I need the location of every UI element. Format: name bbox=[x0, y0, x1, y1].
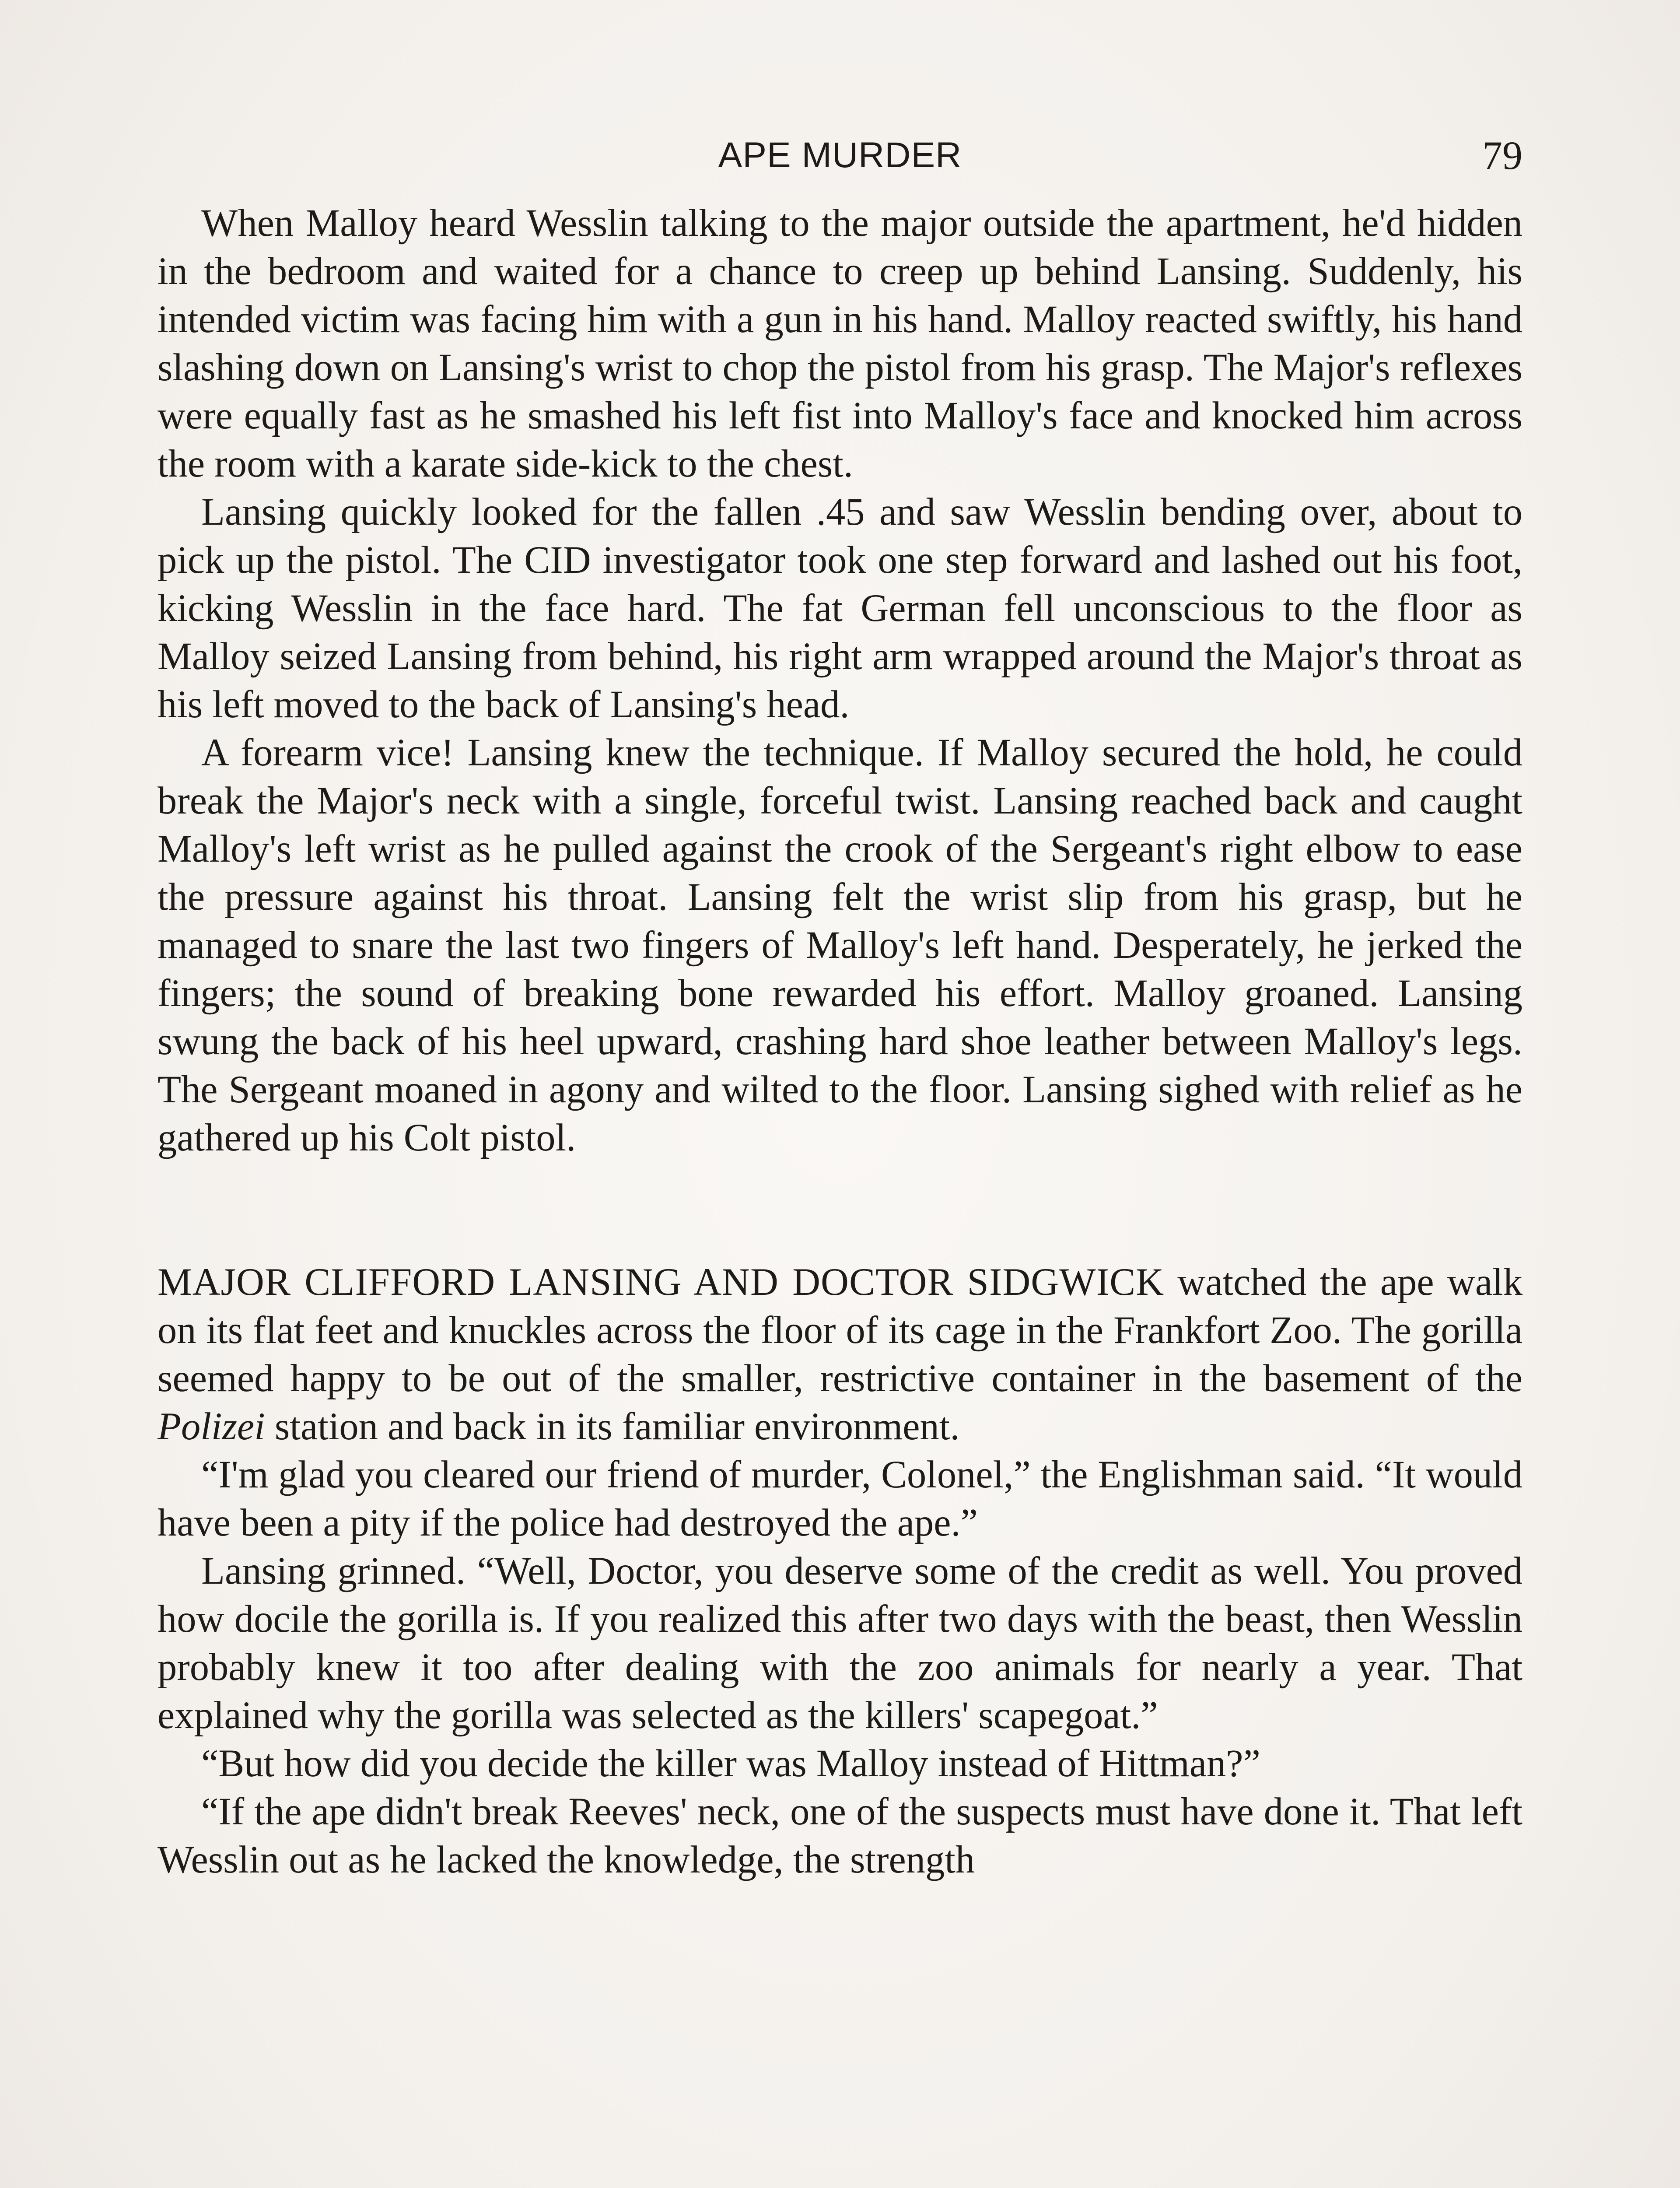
section-opening-italic: Polizei bbox=[158, 1405, 265, 1448]
paragraph-1: When Malloy heard Wesslin talking to the major outside the apartment, he'd hidden in the bedroom and waited for a chance to creep up behind Lansing. Suddenly, his intended victim was facing him with a gun in his hand. Malloy reacted swiftly, his hand slashing down on Lansing's wrist to chop the pistol from his grasp. The Major's reflexes were equally fast as he smashed his left fist into Malloy's face and knocked him across the room with a karate side-kick to the chest. bbox=[158, 202, 1522, 485]
section-opening-paragraph bbox=[158, 1258, 1522, 1451]
paragraph-6: Lansing grinned. “Well, Doctor, you deserve some of the credit as well. You proved how docile the gorilla is. If you realized this after two days with the beast, then Wesslin probably knew it too after dealing with the zoo animals for nearly a year. That explained why the gorilla was selected as the killers' scapegoat.” bbox=[158, 1550, 1522, 1737]
section-opening-text-b: station and back in its familiar environment. bbox=[265, 1405, 960, 1448]
page-number: 79 bbox=[1482, 133, 1522, 178]
paragraph-8: “If the ape didn't break Reeves' neck, one of the suspects must have done it. That left Wesslin out as he lacked the knowledge, the strength bbox=[158, 1790, 1522, 1881]
running-title: APE MURDER bbox=[718, 135, 962, 175]
body-text bbox=[158, 199, 1522, 1884]
paragraph-2: Lansing quickly looked for the fallen .45 and saw Wesslin bending over, about to pick up the pistol. The CID investigator took one step forward and lashed out his foot, kicking Wesslin in the face hard. The fat German fell unconscious to the floor as Malloy seized Lansing from behind, his right arm wrapped around the Major's throat as his left moved to the back of Lansing's head. bbox=[158, 491, 1522, 726]
paragraph-5: “I'm glad you cleared our friend of murder, Colonel,” the Englishman said. “It would have been a pity if the police had destroyed the ape.” bbox=[158, 1453, 1522, 1544]
section-lead-caps: MAJOR CLIFFORD LANSING AND DOCTOR SIDGWICK bbox=[158, 1261, 1165, 1304]
paragraph-3: A forearm vice! Lansing knew the technique. If Malloy secured the hold, he could break the Major's neck with a single, forceful twist. Lansing reached back and caught Malloy's left wrist as he pulled against the crook of the Sergeant's right elbow to ease the pressure against his throat. Lansing felt the wrist slip from his grasp, but he managed to snare the last two fingers of Malloy's left hand. Desperately, he jerked the fingers; the sound of breaking bone rewarded his effort. Malloy groaned. Lansing swung the back of his heel upward, crashing hard shoe leather between Malloy's legs. The Sergeant moaned in agony and wilted to the floor. Lansing sighed with relief as he gathered up his Colt pistol. bbox=[158, 731, 1522, 1159]
paragraph-7: “But how did you decide the killer was Malloy instead of Hittman?” bbox=[201, 1742, 1260, 1785]
running-head bbox=[158, 127, 1522, 184]
section-opening-text-a: watched the ape walk on its flat feet and knuckles across the floor of its cage in the Frankfort Zoo. The gorilla seemed happy to be out of the smaller, restrictive container in the basement of the bbox=[158, 1261, 1522, 1400]
section-break bbox=[158, 1162, 1522, 1258]
